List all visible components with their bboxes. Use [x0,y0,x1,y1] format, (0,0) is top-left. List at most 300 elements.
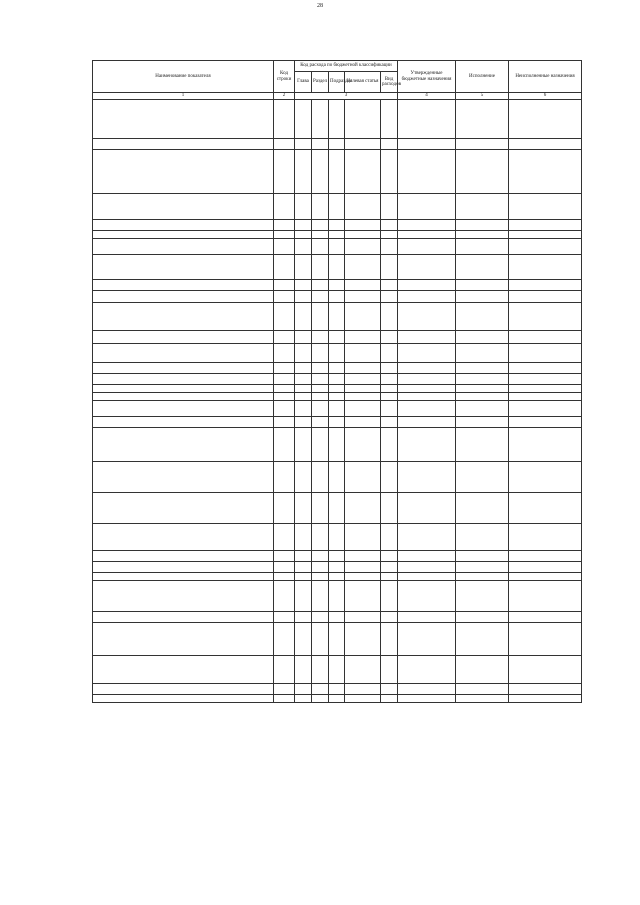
table-cell [329,150,345,194]
table-cell [274,551,295,562]
table-cell [274,374,295,385]
table-cell [93,139,274,150]
table-cell [295,623,312,656]
table-cell [93,280,274,291]
table-cell [274,331,295,344]
table-cell [509,684,582,695]
table-cell [274,100,295,139]
column-number: 4 [398,93,456,100]
column-number: 3 [295,93,398,100]
header-budget-code: Код расхода по бюджетной классификации [295,61,398,72]
table-cell [93,100,274,139]
table-cell [295,303,312,331]
table-cell [93,291,274,303]
table-cell [345,220,381,231]
table-cell [295,417,312,428]
table-cell [381,612,398,623]
table-row [93,385,582,393]
table-cell [398,524,456,551]
table-cell [274,401,295,417]
table-cell [312,255,329,280]
table-cell [456,401,509,417]
table-cell [509,139,582,150]
table-cell [93,401,274,417]
table-cell [274,291,295,303]
table-cell [398,385,456,393]
table-cell [274,194,295,220]
table-cell [509,573,582,581]
table-cell [93,194,274,220]
table-cell [456,656,509,684]
table-cell [456,524,509,551]
table-cell [274,656,295,684]
table-cell [381,344,398,363]
table-cell [93,150,274,194]
table-cell [456,417,509,428]
table-row [93,139,582,150]
table-row [93,428,582,462]
header-expense-type: Вид расходов [381,72,398,93]
table-cell [312,493,329,524]
table-cell [295,493,312,524]
table-cell [398,562,456,573]
table-cell [295,428,312,462]
table-body [93,93,582,703]
table-cell [345,612,381,623]
table-cell [329,401,345,417]
table-cell [398,493,456,524]
table-cell [345,573,381,581]
table-cell [312,303,329,331]
table-cell [295,462,312,493]
table-row [93,551,582,562]
table-cell [509,656,582,684]
table-cell [274,150,295,194]
table-cell [381,551,398,562]
table-cell [509,239,582,255]
expense-table [92,60,582,703]
table-row [93,303,582,331]
table-cell [274,385,295,393]
table-cell [312,150,329,194]
table-cell [274,280,295,291]
table-cell [312,684,329,695]
table-cell [509,100,582,139]
table-cell [456,220,509,231]
table-cell [456,581,509,612]
table-cell [312,524,329,551]
table-cell [381,401,398,417]
table-cell [93,695,274,703]
table-cell [274,695,295,703]
table-cell [274,303,295,331]
table-cell [312,417,329,428]
table-cell [93,462,274,493]
table-cell [329,656,345,684]
table-row [93,581,582,612]
table-cell [274,573,295,581]
table-cell [456,139,509,150]
table-cell [312,139,329,150]
table-cell [312,656,329,684]
table-cell [345,150,381,194]
table-cell [274,139,295,150]
table-cell [329,239,345,255]
table-cell [312,291,329,303]
table-cell [295,573,312,581]
table-cell [93,374,274,385]
table-cell [509,428,582,462]
table-cell [398,303,456,331]
table-row [93,417,582,428]
table-cell [381,363,398,374]
table-row [93,280,582,291]
table-cell [398,139,456,150]
table-cell [456,194,509,220]
table-cell [93,562,274,573]
table-cell [329,524,345,551]
table-cell [381,374,398,385]
table-cell [295,385,312,393]
table-cell [381,493,398,524]
table-cell [295,231,312,239]
table-row [93,344,582,363]
table-cell [312,462,329,493]
table-cell [312,363,329,374]
table-cell [312,280,329,291]
table-cell [345,393,381,401]
table-cell [329,194,345,220]
table-cell [93,573,274,581]
table-cell [509,255,582,280]
table-cell [456,100,509,139]
table-cell [398,401,456,417]
table-cell [329,573,345,581]
table-cell [509,462,582,493]
table-cell [345,462,381,493]
table-cell [295,291,312,303]
table-cell [329,303,345,331]
table-cell [509,303,582,331]
table-cell [329,255,345,280]
table-cell [381,684,398,695]
table-cell [312,695,329,703]
table-cell [509,194,582,220]
table-cell [329,291,345,303]
table-cell [345,344,381,363]
table-cell [93,363,274,374]
table-cell [93,344,274,363]
table-cell [345,255,381,280]
table-cell [509,280,582,291]
table-cell [329,100,345,139]
table-cell [93,623,274,656]
table-cell [345,581,381,612]
table-cell [295,524,312,551]
table-cell [398,428,456,462]
table-cell [381,428,398,462]
table-cell [312,623,329,656]
table-cell [345,374,381,385]
table-cell [329,695,345,703]
table-cell [509,231,582,239]
table-cell [312,239,329,255]
table-cell [381,139,398,150]
table-cell [509,374,582,385]
table-cell [381,623,398,656]
table-cell [398,344,456,363]
table-cell [398,684,456,695]
table-cell [398,291,456,303]
table-cell [329,363,345,374]
table-cell [329,344,345,363]
table-cell [295,393,312,401]
table-row [93,401,582,417]
table-cell [345,291,381,303]
table-cell [274,612,295,623]
table-row [93,462,582,493]
table-cell [312,562,329,573]
table-cell [295,220,312,231]
table-cell [345,239,381,255]
table-cell [312,401,329,417]
table-cell [456,462,509,493]
table-cell [329,462,345,493]
table-cell [93,331,274,344]
table-cell [329,493,345,524]
table-cell [329,231,345,239]
table-row [93,656,582,684]
table-cell [295,684,312,695]
table-cell [274,428,295,462]
table-cell [93,255,274,280]
table-cell [312,551,329,562]
table-cell [93,493,274,524]
table-cell [398,612,456,623]
table-cell [295,562,312,573]
table-row [93,374,582,385]
table-cell [345,331,381,344]
table-cell [509,150,582,194]
table-cell [295,239,312,255]
table-cell [381,393,398,401]
table-cell [295,612,312,623]
page-number: 28 [317,3,323,9]
table-row [93,524,582,551]
table-cell [456,551,509,562]
header-line-code: Код строки [274,61,295,93]
table-cell [398,551,456,562]
table-cell [398,581,456,612]
table-cell [93,220,274,231]
table-cell [274,255,295,280]
table-cell [295,401,312,417]
table-cell [329,139,345,150]
table-cell [398,100,456,139]
table-cell [274,684,295,695]
table-cell [456,344,509,363]
table-cell [312,194,329,220]
table-cell [295,374,312,385]
table-cell [381,331,398,344]
column-number: 1 [93,93,274,100]
table-cell [509,331,582,344]
table-cell [509,291,582,303]
table-cell [274,363,295,374]
table-cell [398,231,456,239]
table-cell [295,344,312,363]
table-cell [398,280,456,291]
table-cell [295,551,312,562]
table-cell [456,303,509,331]
table-cell [312,100,329,139]
table-cell [345,401,381,417]
table-cell [312,220,329,231]
table-cell [456,695,509,703]
table-cell [274,220,295,231]
table-cell [345,493,381,524]
table-cell [381,100,398,139]
table-cell [456,255,509,280]
table-cell [509,344,582,363]
table-cell [509,581,582,612]
table-cell [93,428,274,462]
table-cell [509,562,582,573]
table-cell [295,280,312,291]
table-cell [93,303,274,331]
table-cell [274,493,295,524]
table-cell [398,331,456,344]
table-row [93,493,582,524]
table-row [93,393,582,401]
table-cell [398,656,456,684]
table-cell [398,695,456,703]
table-cell [93,231,274,239]
table-cell [456,562,509,573]
table-cell [398,363,456,374]
table-row [93,291,582,303]
table-cell [381,417,398,428]
table-row [93,363,582,374]
table-cell [93,393,274,401]
table-cell [381,573,398,581]
table-cell [398,393,456,401]
table-cell [509,220,582,231]
table-cell [329,581,345,612]
table-cell [329,331,345,344]
table-cell [398,239,456,255]
table-cell [398,462,456,493]
header-approved: Утвержденные бюджетные назначения [398,61,456,93]
table-cell [295,581,312,612]
table-row [93,695,582,703]
table-cell [274,462,295,493]
table-cell [274,623,295,656]
table-cell [93,581,274,612]
table-row [93,239,582,255]
table-cell [509,612,582,623]
table-cell [398,255,456,280]
table-row [93,220,582,231]
table-cell [312,393,329,401]
table-cell [93,656,274,684]
table-cell [345,623,381,656]
table-cell [329,385,345,393]
table-cell [312,428,329,462]
table-row [93,150,582,194]
table-cell [381,303,398,331]
header-executed: Исполнение [456,61,509,93]
table-cell [381,385,398,393]
table-cell [456,428,509,462]
table-cell [345,231,381,239]
column-number-row [93,93,582,100]
table-row [93,255,582,280]
table-cell [329,374,345,385]
table-row [93,573,582,581]
table-cell [312,344,329,363]
header-subsection: Подраздел [329,72,345,93]
table-cell [509,695,582,703]
table-cell [329,428,345,462]
table-cell [381,291,398,303]
table-cell [398,573,456,581]
table-cell [329,220,345,231]
table-cell [295,255,312,280]
table-cell [456,239,509,255]
column-number: 6 [509,93,582,100]
column-number: 2 [274,93,295,100]
header-section: Раздел [312,72,329,93]
table-cell [381,695,398,703]
table-cell [93,524,274,551]
table-cell [329,612,345,623]
table-cell [398,623,456,656]
table-row [93,331,582,344]
table-cell [509,623,582,656]
table-cell [509,551,582,562]
table-cell [295,695,312,703]
table-cell [329,280,345,291]
table-row [93,231,582,239]
table-row [93,100,582,139]
table-cell [509,417,582,428]
table-cell [329,551,345,562]
table-cell [329,623,345,656]
table-cell [345,194,381,220]
table-cell [329,684,345,695]
table-cell [93,551,274,562]
table-cell [329,562,345,573]
table-cell [381,239,398,255]
table-cell [381,194,398,220]
table-cell [381,231,398,239]
table-row [93,623,582,656]
table-cell [312,581,329,612]
table-cell [398,220,456,231]
table-cell [274,562,295,573]
table-cell [381,150,398,194]
table-cell [456,623,509,656]
table-cell [345,280,381,291]
table-cell [381,581,398,612]
table-cell [509,401,582,417]
header-name: Наименование показателя [93,61,274,93]
table-cell [456,150,509,194]
table-cell [312,612,329,623]
table-cell [274,231,295,239]
table-cell [93,684,274,695]
